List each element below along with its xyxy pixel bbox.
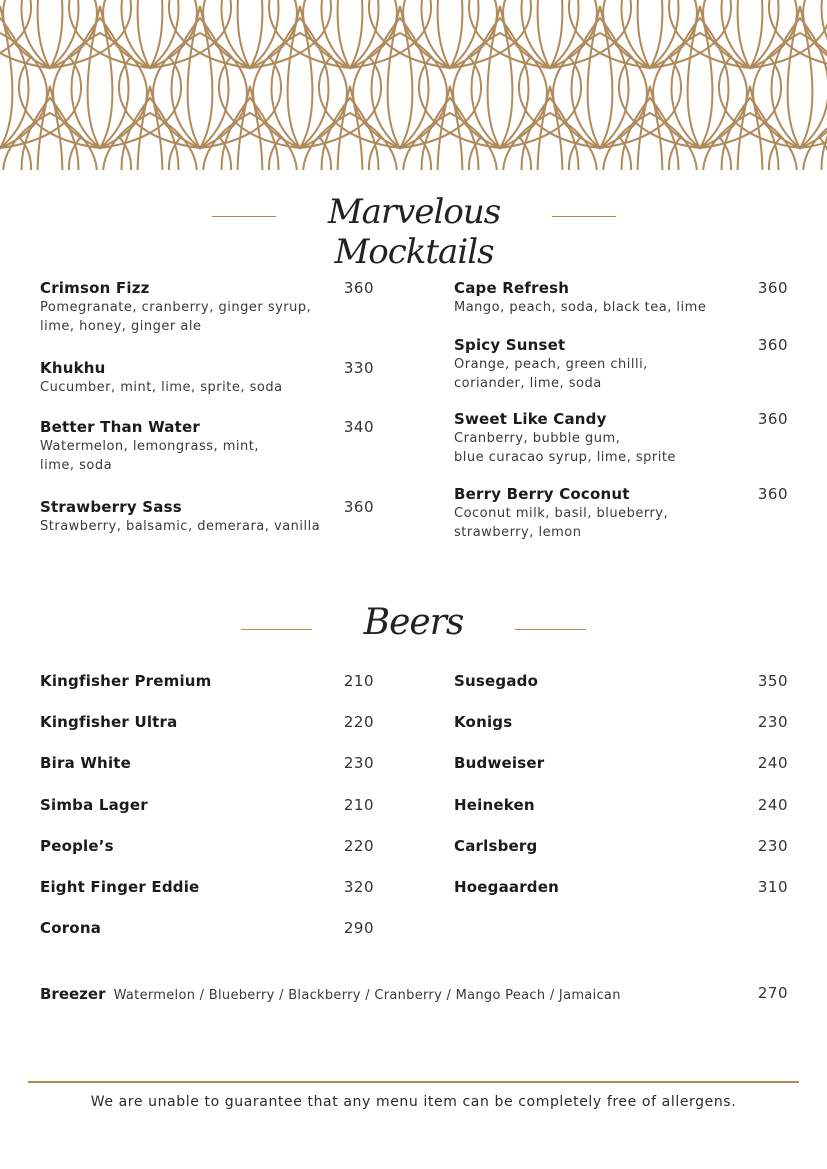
allergen-disclaimer: We are unable to guarantee that any menu item can be completely free of allergens. (90, 1094, 737, 1110)
mocktail-name: Crimson Fizz (40, 279, 150, 297)
beer-price: 240 (757, 796, 788, 814)
mocktail-name: Sweet Like Candy (454, 410, 607, 428)
ingredients-line: Cucumber, mint, lime, sprite, soda (40, 380, 283, 395)
mocktail-item (454, 279, 788, 317)
mocktail-item (454, 336, 788, 393)
mocktail-item (40, 498, 374, 536)
beer-price: 220 (343, 713, 374, 731)
ingredients-line: Strawberry, balsamic, demerara, vanilla (40, 519, 321, 534)
ingredients-line: lime, soda (40, 458, 113, 473)
ingredients-line: Watermelon, lemongrass, mint, (40, 439, 260, 454)
breezer-name: Breezer (40, 985, 106, 1003)
ingredients-line: Mango, peach, soda, black tea, lime (454, 300, 707, 315)
beers-title: Beers (363, 602, 464, 643)
beer-item (40, 796, 374, 818)
mocktail-item (454, 410, 788, 467)
beer-item (454, 878, 788, 900)
beer-name: Carlsberg (454, 837, 538, 855)
mocktail-price: 360 (757, 336, 788, 354)
beer-item (454, 754, 788, 776)
mocktail-name: Better Than Water (40, 418, 200, 436)
beer-name: Corona (40, 919, 102, 937)
beer-item (40, 754, 374, 776)
beer-price: 210 (343, 796, 374, 814)
mocktail-name: Cape Refresh (454, 279, 570, 297)
beer-name: Konigs (454, 713, 513, 731)
beer-price: 220 (343, 837, 374, 855)
mocktail-name: Khukhu (40, 359, 106, 377)
beer-item (40, 878, 374, 900)
mocktail-item (40, 279, 374, 336)
mocktail-ingredients (454, 504, 754, 542)
ingredients-line: blue curacao syrup, lime, sprite (454, 450, 676, 465)
ingredients-line: Pomegranate, cranberry, ginger syrup, (40, 300, 312, 315)
beers-title-line-left (241, 629, 312, 630)
beer-name: Heineken (454, 796, 535, 814)
beer-name: Budweiser (454, 754, 545, 772)
mocktail-ingredients (454, 429, 754, 467)
beer-item (454, 713, 788, 735)
ingredients-line: coriander, lime, soda (454, 376, 602, 391)
mocktail-name: Spicy Sunset (454, 336, 566, 354)
mocktail-ingredients (454, 355, 754, 393)
mocktail-price: 360 (757, 485, 788, 503)
beer-item (40, 672, 374, 694)
footer-divider (28, 1081, 799, 1083)
beer-price: 230 (343, 754, 374, 772)
beer-name: Bira White (40, 754, 132, 772)
ingredients-line: lime, honey, ginger ale (40, 319, 202, 334)
mocktail-ingredients (454, 298, 754, 317)
mocktail-ingredients (40, 378, 340, 397)
mocktail-price: 360 (757, 279, 788, 297)
beer-name: Hoegaarden (454, 878, 560, 896)
mocktails-title: Marvelous Mocktails (327, 192, 501, 272)
beer-price: 210 (343, 672, 374, 690)
beer-item (454, 796, 788, 818)
beer-item (40, 919, 374, 941)
mocktail-price: 330 (343, 359, 374, 377)
mocktail-price: 360 (343, 279, 374, 297)
beer-name: Eight Finger Eddie (40, 878, 200, 896)
ingredients-line: Cranberry, bubble gum, (454, 431, 621, 446)
ingredients-line: Orange, peach, green chilli, (454, 357, 648, 372)
mocktail-ingredients (40, 437, 340, 475)
breezer-item (40, 984, 788, 1003)
mocktail-item (454, 485, 788, 542)
beer-item (454, 672, 788, 694)
mocktail-name: Strawberry Sass (40, 498, 182, 516)
mocktail-item (40, 359, 374, 397)
beer-price: 240 (757, 754, 788, 772)
mocktail-price: 340 (343, 418, 374, 436)
breezer-price: 270 (757, 984, 788, 1002)
beer-name: People’s (40, 837, 114, 855)
beer-price: 310 (757, 878, 788, 896)
beer-name: Kingfisher Premium (40, 672, 212, 690)
mocktail-item (40, 418, 374, 475)
beer-item (40, 713, 374, 735)
beer-item (40, 837, 374, 859)
beer-price: 350 (757, 672, 788, 690)
beer-price: 320 (343, 878, 374, 896)
mocktail-name: Berry Berry Coconut (454, 485, 630, 503)
beer-price: 230 (757, 713, 788, 731)
beer-item (454, 837, 788, 859)
beer-price: 230 (757, 837, 788, 855)
beers-title-line-right (515, 629, 586, 630)
beer-price: 290 (343, 919, 374, 937)
beer-name: Susegado (454, 672, 539, 690)
mocktail-price: 360 (757, 410, 788, 428)
mocktail-ingredients (40, 517, 374, 536)
beer-name: Kingfisher Ultra (40, 713, 178, 731)
breezer-flavors: Watermelon / Blueberry / Blackberry / Cranberry / Mango Peach / Jamaican (113, 988, 621, 1003)
mocktail-ingredients (40, 298, 340, 336)
ingredients-line: Coconut milk, basil, blueberry, (454, 506, 669, 521)
mocktails-title-line-right (552, 216, 616, 217)
mocktails-title-line-left (212, 216, 276, 217)
beer-name: Simba Lager (40, 796, 148, 814)
decorative-lotus-pattern (0, 0, 827, 170)
ingredients-line: strawberry, lemon (454, 525, 582, 540)
mocktail-price: 360 (343, 498, 374, 516)
